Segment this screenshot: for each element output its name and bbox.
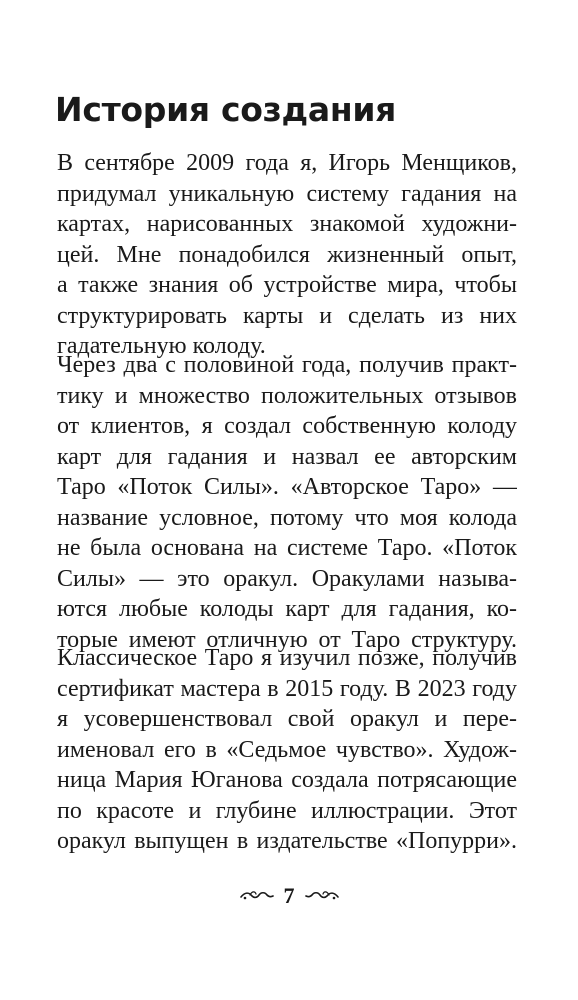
text-line: ница Мария Юганова создала потрясающие (57, 767, 517, 793)
text-line: название условное, потому что моя колода (57, 504, 517, 531)
text-line: оракул выпущен в издательстве «Попурри». (57, 828, 517, 854)
text-line: придумал уникальную систему гадания на (57, 180, 517, 207)
text-line: тику и множество положительных отзывов (57, 382, 517, 409)
text-line: сертификат мастера в 2015 году. В 2023 году (57, 675, 517, 702)
text-line: карт для гадания и назвал ее авторским (57, 443, 517, 470)
text-line: Классическое Таро я изучил позже, получив (57, 645, 517, 671)
text-line: от клиентов, я создал собственную колоду (57, 413, 517, 439)
chapter-title: История создания (55, 90, 397, 129)
text-line: Через два с половиной года, получив практ- (57, 352, 517, 378)
text-line: я усовершенствовал свой оракул и пере- (57, 706, 517, 732)
page-footer (0, 882, 578, 910)
text-line: по красоте и глубине иллюстрации. Этот (57, 797, 517, 824)
text-line: Силы» — это оракул. Оракулами называ- (57, 565, 517, 592)
text-line: картах, нарисованных знакомой художни- (57, 211, 517, 237)
text-line: именовал его в «Седьмое чувство». Худож- (57, 736, 517, 763)
text-line: В сентябре 2009 года я, Игорь Менщиков, (57, 150, 517, 176)
text-line: цей. Мне понадобился жизненный опыт, (57, 241, 517, 268)
right-flourish-icon (305, 889, 339, 903)
text-line: структурировать карты и сделать из них (57, 302, 517, 329)
text-line: торые имеют отличную от Таро структуру. (57, 626, 517, 653)
text-line: а также знания об устройстве мира, чтобы (57, 272, 517, 298)
text-line: не была основана на системе Таро. «Поток (57, 535, 517, 561)
paragraph-1 (57, 148, 517, 362)
paragraph-2 (57, 350, 517, 655)
paragraph-3 (57, 643, 517, 857)
text-line: Таро «Поток Силы». «Авторское Таро» — (57, 474, 517, 500)
text-line: гадательную колоду. (57, 333, 266, 359)
page-number: 7 (283, 883, 295, 908)
text-line: ются любые колоды карт для гадания, ко- (57, 596, 517, 622)
left-flourish-icon (240, 889, 274, 903)
